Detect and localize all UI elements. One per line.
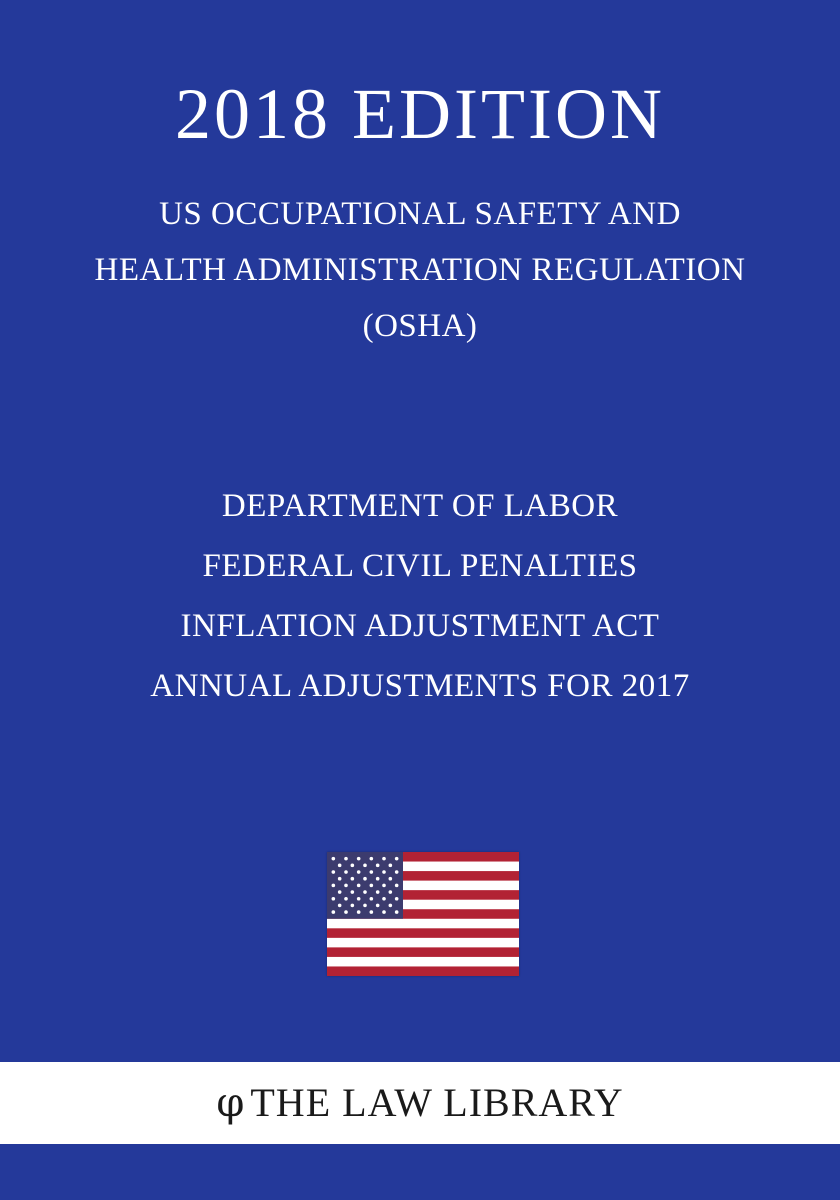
phi-icon: φ bbox=[216, 1080, 245, 1126]
title-line: INFLATION ADJUSTMENT ACT bbox=[180, 608, 660, 644]
edition-heading: 2018 EDITION bbox=[175, 74, 665, 154]
publisher-logo bbox=[0, 1078, 840, 1128]
agency-line: US OCCUPATIONAL SAFETY AND bbox=[159, 196, 681, 232]
us-flag-icon bbox=[327, 852, 519, 976]
title-line: FEDERAL CIVIL PENALTIES bbox=[202, 548, 638, 584]
agency-line: HEALTH ADMINISTRATION REGULATION bbox=[94, 252, 746, 288]
title-line: ANNUAL ADJUSTMENTS FOR 2017 bbox=[150, 668, 690, 704]
agency-block bbox=[0, 186, 840, 354]
title-line: DEPARTMENT OF LABOR bbox=[221, 488, 619, 524]
book-title bbox=[0, 476, 840, 716]
publisher-name: THE LAW LIBRARY bbox=[250, 1080, 624, 1125]
agency-line: (OSHA) bbox=[362, 308, 478, 344]
